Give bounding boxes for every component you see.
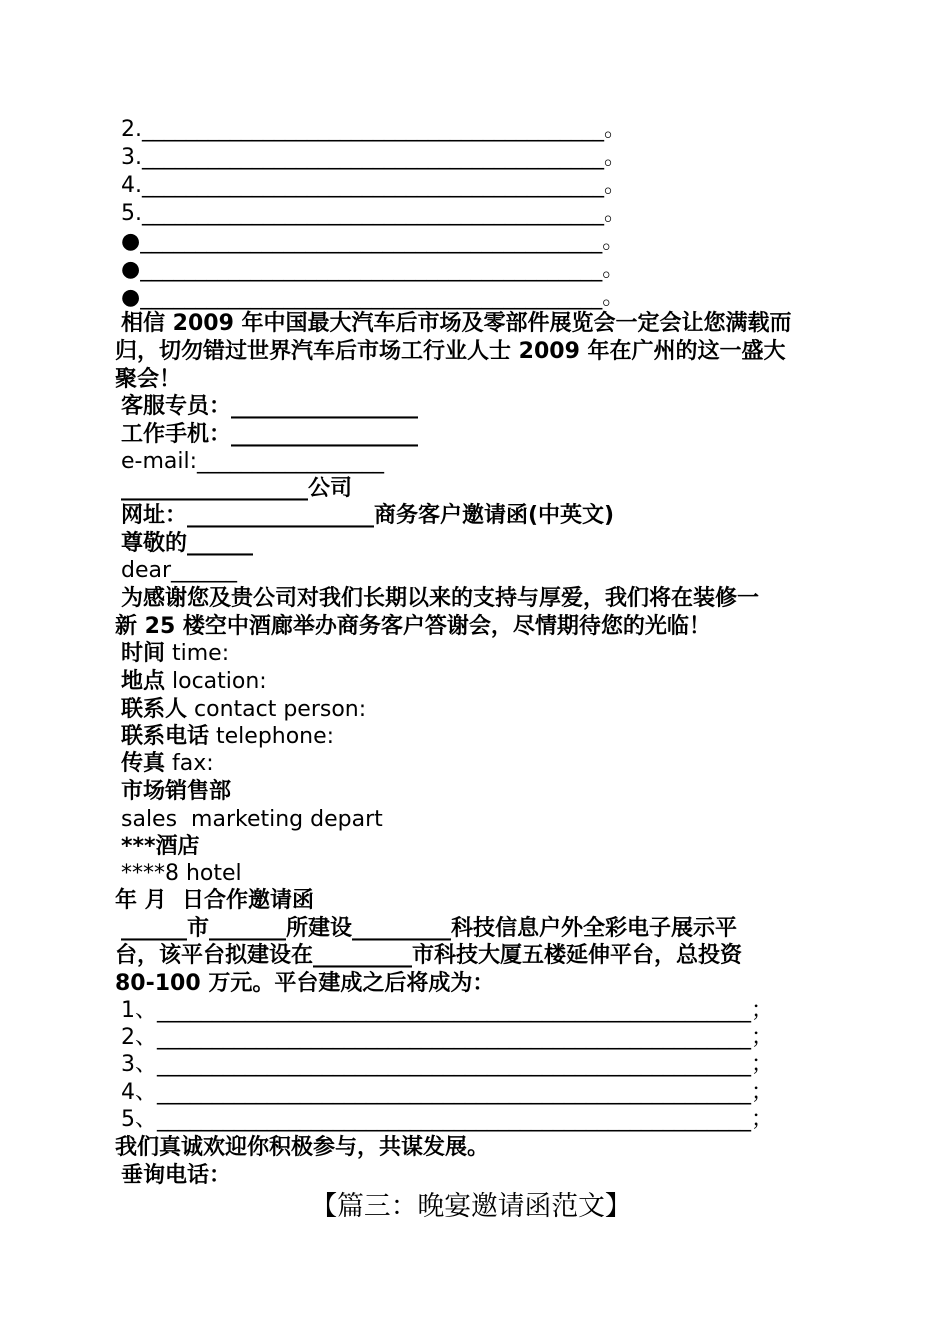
email-line: e-mail:_________________ [121,449,385,474]
cooperation-line-3: 80-100 万元。平台建成之后将成为： [115,971,495,996]
department-en: sales marketing depart [121,807,383,832]
bullet-blank-line: ●__________________________________________。 [121,285,625,310]
numbered-blank-line: 2.__________________________________________。 [121,117,626,142]
cooperation-line-1: ______市_______所建设_________科技信息户外全彩电子展示平 [121,916,738,941]
location-field [121,669,267,695]
field-label-cn: 时间 [121,641,166,666]
cooperation-item: 5、______________________________________________________； [121,1107,773,1132]
bullet-blank-line: ●__________________________________________。 [121,229,625,254]
bullet-blank-line: ●__________________________________________。 [121,257,625,282]
cooperation-line-2: 台，该平台拟建设在_________市科技大厦五楼延伸平台，总投资 [115,943,743,968]
cooperation-item: 3、______________________________________________________； [121,1052,773,1077]
hotel-en: ****8 hotel [121,861,242,886]
telephone-field [121,724,334,750]
field-label-en: location: [165,669,267,694]
numbered-blank-line: 3.__________________________________________。 [121,145,626,170]
cooperation-item: 4、______________________________________________________； [121,1080,773,1105]
expo-paragraph-line-3: 聚会！ [115,367,182,392]
cooperation-heading: 年 月 日合作邀请函 [115,888,314,913]
cooperation-closing: 我们真诚欢迎你积极参与，共谋发展。 [115,1135,490,1160]
field-label-en: telephone: [209,724,335,749]
hotel-cn: ***酒店 [121,834,200,859]
mobile-line: 工作手机：_________________ [121,422,419,447]
numbered-blank-line: 4.__________________________________________。 [121,173,626,198]
field-label-cn: 传真 [121,751,166,776]
website-line: 网址：_________________商务客户邀请函(中英文) [121,503,615,528]
field-label-en: time: [165,641,230,666]
salutation-cn: 尊敬的______ [121,531,254,556]
numbered-blank-line: 5.__________________________________________。 [121,201,626,226]
fax-field [121,751,214,777]
company-line: _________________公司 [121,476,353,501]
department-cn: 市场销售部 [121,779,232,804]
hotline-line: 垂询电话： [121,1163,232,1188]
contact-person-field [121,697,366,723]
invitation-body-line-2: 新 25 楼空中酒廊举办商务客户答谢会，尽情期待您的光临！ [115,614,711,639]
invitation-body-line-1: 为感谢您及贵公司对我们长期以来的支持与厚爱，我们将在装修一 [121,586,760,611]
expo-paragraph-line-2: 归，切勿错过世界汽车后市场工行业人士 2009 年在广州的这一盛大 [115,339,786,364]
cooperation-item: 2、______________________________________________________； [121,1025,773,1050]
expo-paragraph-line-1: 相信 2009 年中国最大汽车后市场及零部件展览会一定会让您满载而 [121,311,792,336]
time-field [121,641,229,667]
field-label-cn: 联系电话 [121,724,210,749]
section-title: 【篇三：晚宴邀请函范文】 [310,1191,632,1222]
field-label-cn: 联系人 [121,697,188,722]
cooperation-item: 1、______________________________________________________； [121,998,773,1023]
field-label-en: contact person: [187,697,367,722]
field-label-en: fax: [165,751,214,776]
field-label-cn: 地点 [121,669,166,694]
salutation-en: dear______ [121,558,238,583]
service-rep-line: 客服专员：_________________ [121,394,419,419]
